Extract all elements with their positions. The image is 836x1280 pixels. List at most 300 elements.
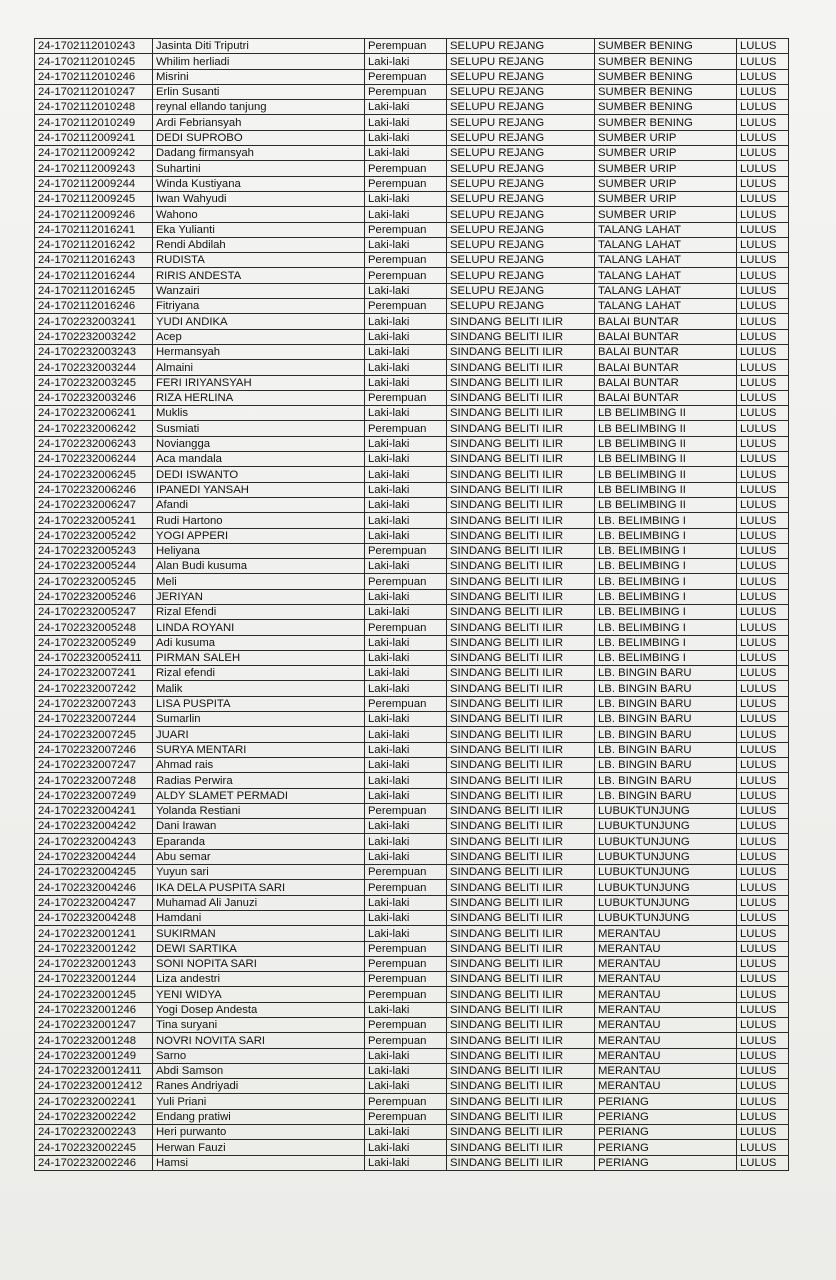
subdistrict-cell: SINDANG BELITI ILIR [447,1094,595,1109]
village-cell: MERANTAU [595,972,737,987]
village-cell: MERANTAU [595,1002,737,1017]
table-row [35,635,789,650]
village-cell: BALAI BUNTAR [595,329,737,344]
subdistrict-cell: SELUPU REJANG [447,146,595,161]
subdistrict-cell: SINDANG BELITI ILIR [447,543,595,558]
village-cell: SUMBER URIP [595,161,737,176]
table-row [35,360,789,375]
participant-name-cell: Hermansyah [153,344,365,359]
village-cell: SUMBER BENING [595,54,737,69]
village-cell: LB. BINGIN BARU [595,773,737,788]
participant-id-cell: 24-1702232002246 [35,1155,153,1170]
participant-name-cell: Rizal Efendi [153,604,365,619]
participant-id-cell: 24-1702232001249 [35,1048,153,1063]
gender-cell: Laki-laki [365,604,447,619]
subdistrict-cell: SINDANG BELITI ILIR [447,635,595,650]
participant-id-cell: 24-1702112010246 [35,69,153,84]
table-row [35,497,789,512]
status-cell: LULUS [737,1063,789,1078]
participant-name-cell: Eparanda [153,834,365,849]
participant-name-cell: DEDI SUPROBO [153,130,365,145]
participant-name-cell: Herwan Fauzi [153,1140,365,1155]
status-cell: LULUS [737,773,789,788]
gender-cell: Laki-laki [365,528,447,543]
village-cell: SUMBER URIP [595,130,737,145]
status-cell: LULUS [737,926,789,941]
participant-name-cell: IKA DELA PUSPITA SARI [153,880,365,895]
subdistrict-cell: SINDANG BELITI ILIR [447,1048,595,1063]
status-cell: LULUS [737,84,789,99]
status-cell: LULUS [737,910,789,925]
participant-id-cell: 24-1702232001243 [35,956,153,971]
status-cell: LULUS [737,865,789,880]
subdistrict-cell: SINDANG BELITI ILIR [447,452,595,467]
subdistrict-cell: SINDANG BELITI ILIR [447,620,595,635]
subdistrict-cell: SINDANG BELITI ILIR [447,757,595,772]
participant-id-cell: 24-1702112009244 [35,176,153,191]
participant-name-cell: Aca mandala [153,452,365,467]
status-cell: LULUS [737,528,789,543]
gender-cell: Laki-laki [365,1002,447,1017]
gender-cell: Perempuan [365,574,447,589]
subdistrict-cell: SINDANG BELITI ILIR [447,773,595,788]
table-row [35,84,789,99]
status-cell: LULUS [737,941,789,956]
table-row [35,421,789,436]
participant-id-cell: 24-1702112009243 [35,161,153,176]
participant-id-cell: 24-1702112009246 [35,207,153,222]
participant-name-cell: Liza andestri [153,972,365,987]
participant-name-cell: YENI WIDYA [153,987,365,1002]
participant-name-cell: PIRMAN SALEH [153,650,365,665]
subdistrict-cell: SELUPU REJANG [447,299,595,314]
participant-id-cell: 24-1702232007245 [35,727,153,742]
table-row [35,1033,789,1048]
participant-id-cell: 24-1702232002241 [35,1094,153,1109]
village-cell: PERIANG [595,1140,737,1155]
participant-name-cell: Heri purwanto [153,1125,365,1140]
village-cell: SUMBER URIP [595,191,737,206]
participant-id-cell: 24-1702112009242 [35,146,153,161]
village-cell: PERIANG [595,1094,737,1109]
participant-name-cell: Acep [153,329,365,344]
gender-cell: Perempuan [365,1094,447,1109]
table-row [35,390,789,405]
table-row [35,528,789,543]
participant-id-cell: 24-1702232004241 [35,803,153,818]
table-row [35,283,789,298]
table-row [35,803,789,818]
village-cell: LB. BELIMBING I [595,604,737,619]
participant-id-cell: 24-1702232007243 [35,696,153,711]
participant-name-cell: Ardi Febriansyah [153,115,365,130]
participant-name-cell: reynal ellando tanjung [153,100,365,115]
subdistrict-cell: SELUPU REJANG [447,115,595,130]
participant-id-cell: 24-1702112016246 [35,299,153,314]
table-row [35,406,789,421]
participant-name-cell: YUDI ANDIKA [153,314,365,329]
table-row [35,681,789,696]
status-cell: LULUS [737,972,789,987]
gender-cell: Laki-laki [365,406,447,421]
participant-name-cell: Hamsi [153,1155,365,1170]
subdistrict-cell: SELUPU REJANG [447,268,595,283]
village-cell: LUBUKTUNJUNG [595,819,737,834]
village-cell: LB BELIMBING II [595,467,737,482]
gender-cell: Laki-laki [365,1063,447,1078]
subdistrict-cell: SELUPU REJANG [447,39,595,54]
participant-name-cell: Yogi Dosep Andesta [153,1002,365,1017]
status-cell: LULUS [737,696,789,711]
status-cell: LULUS [737,666,789,681]
participant-id-cell: 24-1702112010245 [35,54,153,69]
status-cell: LULUS [737,834,789,849]
table-row [35,1125,789,1140]
table-row [35,375,789,390]
participant-id-cell: 24-1702232004244 [35,849,153,864]
table-row [35,1063,789,1078]
gender-cell: Perempuan [365,1018,447,1033]
participant-name-cell: Jasinta Diti Triputri [153,39,365,54]
participant-id-cell: 24-1702232007247 [35,757,153,772]
subdistrict-cell: SELUPU REJANG [447,222,595,237]
village-cell: TALANG LAHAT [595,283,737,298]
status-cell: LULUS [737,421,789,436]
status-cell: LULUS [737,803,789,818]
gender-cell: Laki-laki [365,344,447,359]
status-cell: LULUS [737,650,789,665]
table-row [35,452,789,467]
table-row [35,620,789,635]
village-cell: LB. BINGIN BARU [595,727,737,742]
subdistrict-cell: SELUPU REJANG [447,283,595,298]
participant-id-cell: 24-1702232004248 [35,910,153,925]
gender-cell: Laki-laki [365,1140,447,1155]
participant-id-cell: 24-1702232007246 [35,742,153,757]
status-cell: LULUS [737,880,789,895]
participant-id-cell: 24-17022320012411 [35,1063,153,1078]
participant-name-cell: Winda Kustiyana [153,176,365,191]
participant-id-cell: 24-1702112010243 [35,39,153,54]
subdistrict-cell: SINDANG BELITI ILIR [447,972,595,987]
gender-cell: Laki-laki [365,115,447,130]
subdistrict-cell: SINDANG BELITI ILIR [447,865,595,880]
participant-name-cell: Endang pratiwi [153,1109,365,1124]
subdistrict-cell: SINDANG BELITI ILIR [447,482,595,497]
participant-name-cell: Radias Perwira [153,773,365,788]
village-cell: BALAI BUNTAR [595,360,737,375]
table-row [35,987,789,1002]
table-row [35,253,789,268]
village-cell: BALAI BUNTAR [595,375,737,390]
subdistrict-cell: SINDANG BELITI ILIR [447,314,595,329]
participant-name-cell: Sarno [153,1048,365,1063]
village-cell: SUMBER URIP [595,207,737,222]
subdistrict-cell: SINDANG BELITI ILIR [447,559,595,574]
subdistrict-cell: SINDANG BELITI ILIR [447,589,595,604]
village-cell: LB. BELIMBING I [595,559,737,574]
status-cell: LULUS [737,375,789,390]
table-row [35,344,789,359]
village-cell: LB BELIMBING II [595,482,737,497]
participant-name-cell: Whilim herliadi [153,54,365,69]
participant-id-cell: 24-1702232002242 [35,1109,153,1124]
status-cell: LULUS [737,635,789,650]
village-cell: TALANG LAHAT [595,222,737,237]
subdistrict-cell: SINDANG BELITI ILIR [447,926,595,941]
participant-id-cell: 24-1702232003243 [35,344,153,359]
status-cell: LULUS [737,1109,789,1124]
participant-name-cell: YOGI APPERI [153,528,365,543]
status-cell: LULUS [737,559,789,574]
status-cell: LULUS [737,54,789,69]
participant-id-cell: 24-1702232006246 [35,482,153,497]
village-cell: LB. BELIMBING I [595,513,737,528]
gender-cell: Laki-laki [365,559,447,574]
subdistrict-cell: SINDANG BELITI ILIR [447,941,595,956]
participant-id-cell: 24-1702232003246 [35,390,153,405]
participant-name-cell: Adi kusuma [153,635,365,650]
participant-id-cell: 24-1702232006241 [35,406,153,421]
village-cell: BALAI BUNTAR [595,390,737,405]
village-cell: PERIANG [595,1109,737,1124]
status-cell: LULUS [737,543,789,558]
status-cell: LULUS [737,956,789,971]
table-row [35,956,789,971]
status-cell: LULUS [737,482,789,497]
participant-name-cell: Heliyana [153,543,365,558]
gender-cell: Laki-laki [365,1155,447,1170]
gender-cell: Laki-laki [365,283,447,298]
gender-cell: Laki-laki [365,314,447,329]
subdistrict-cell: SELUPU REJANG [447,237,595,252]
status-cell: LULUS [737,344,789,359]
village-cell: LB. BINGIN BARU [595,757,737,772]
gender-cell: Laki-laki [365,727,447,742]
subdistrict-cell: SINDANG BELITI ILIR [447,1033,595,1048]
subdistrict-cell: SINDANG BELITI ILIR [447,1063,595,1078]
participant-id-cell: 24-1702232005249 [35,635,153,650]
participant-name-cell: Muhamad Ali Januzi [153,895,365,910]
status-cell: LULUS [737,406,789,421]
status-cell: LULUS [737,727,789,742]
participant-id-cell: 24-1702112016242 [35,237,153,252]
village-cell: LB BELIMBING II [595,406,737,421]
gender-cell: Perempuan [365,268,447,283]
village-cell: LB. BINGIN BARU [595,696,737,711]
participant-id-cell: 24-1702232006247 [35,497,153,512]
subdistrict-cell: SINDANG BELITI ILIR [447,910,595,925]
subdistrict-cell: SINDANG BELITI ILIR [447,1125,595,1140]
gender-cell: Perempuan [365,696,447,711]
participant-id-cell: 24-1702232007248 [35,773,153,788]
subdistrict-cell: SELUPU REJANG [447,176,595,191]
village-cell: LB. BELIMBING I [595,589,737,604]
table-row [35,130,789,145]
participant-name-cell: Dani Irawan [153,819,365,834]
gender-cell: Laki-laki [365,54,447,69]
table-row [35,910,789,925]
gender-cell: Perempuan [365,987,447,1002]
village-cell: LB. BINGIN BARU [595,681,737,696]
subdistrict-cell: SINDANG BELITI ILIR [447,1140,595,1155]
participant-id-cell: 24-1702232006242 [35,421,153,436]
gender-cell: Perempuan [365,1033,447,1048]
status-cell: LULUS [737,115,789,130]
village-cell: SUMBER BENING [595,84,737,99]
status-cell: LULUS [737,819,789,834]
participant-id-cell: 24-1702112010247 [35,84,153,99]
subdistrict-cell: SINDANG BELITI ILIR [447,390,595,405]
village-cell: LB. BELIMBING I [595,620,737,635]
participant-name-cell: LISA PUSPITA [153,696,365,711]
table-row [35,39,789,54]
gender-cell: Perempuan [365,176,447,191]
table-row [35,742,789,757]
participant-id-cell: 24-1702112009241 [35,130,153,145]
table-row [35,1002,789,1017]
gender-cell: Perempuan [365,253,447,268]
table-row [35,1048,789,1063]
status-cell: LULUS [737,360,789,375]
table-row [35,207,789,222]
participant-id-cell: 24-1702112009245 [35,191,153,206]
status-cell: LULUS [737,452,789,467]
village-cell: MERANTAU [595,926,737,941]
participant-name-cell: Rizal efendi [153,666,365,681]
village-cell: SUMBER BENING [595,100,737,115]
subdistrict-cell: SINDANG BELITI ILIR [447,666,595,681]
participant-name-cell: Alan Budi kusuma [153,559,365,574]
status-cell: LULUS [737,176,789,191]
subdistrict-cell: SELUPU REJANG [447,253,595,268]
table-row [35,834,789,849]
subdistrict-cell: SELUPU REJANG [447,130,595,145]
village-cell: MERANTAU [595,941,737,956]
table-row [35,1140,789,1155]
village-cell: LB. BELIMBING I [595,528,737,543]
participant-name-cell: Wanzairi [153,283,365,298]
participant-name-cell: Susmiati [153,421,365,436]
gender-cell: Perempuan [365,956,447,971]
table-row [35,268,789,283]
participant-name-cell: JERIYAN [153,589,365,604]
village-cell: TALANG LAHAT [595,253,737,268]
gender-cell: Perempuan [365,620,447,635]
village-cell: LUBUKTUNJUNG [595,834,737,849]
participant-id-cell: 24-1702232004245 [35,865,153,880]
subdistrict-cell: SINDANG BELITI ILIR [447,436,595,451]
participant-name-cell: Misrini [153,69,365,84]
table-row [35,146,789,161]
table-row [35,329,789,344]
status-cell: LULUS [737,390,789,405]
status-cell: LULUS [737,130,789,145]
status-cell: LULUS [737,314,789,329]
table-row [35,69,789,84]
village-cell: MERANTAU [595,1018,737,1033]
gender-cell: Laki-laki [365,130,447,145]
status-cell: LULUS [737,39,789,54]
status-cell: LULUS [737,574,789,589]
gender-cell: Laki-laki [365,742,447,757]
village-cell: LB BELIMBING II [595,436,737,451]
status-cell: LULUS [737,222,789,237]
status-cell: LULUS [737,712,789,727]
subdistrict-cell: SELUPU REJANG [447,161,595,176]
village-cell: LB. BELIMBING I [595,650,737,665]
table-row [35,299,789,314]
subdistrict-cell: SINDANG BELITI ILIR [447,681,595,696]
participant-id-cell: 24-1702232005248 [35,620,153,635]
table-row [35,513,789,528]
gender-cell: Perempuan [365,84,447,99]
table-row [35,1109,789,1124]
gender-cell: Laki-laki [365,146,447,161]
gender-cell: Perempuan [365,543,447,558]
participant-id-cell: 24-1702112016241 [35,222,153,237]
village-cell: SUMBER BENING [595,69,737,84]
village-cell: LUBUKTUNJUNG [595,865,737,880]
subdistrict-cell: SINDANG BELITI ILIR [447,497,595,512]
participant-name-cell: Yolanda Restiani [153,803,365,818]
table-row [35,788,789,803]
status-cell: LULUS [737,681,789,696]
gender-cell: Laki-laki [365,436,447,451]
village-cell: LB. BELIMBING I [595,635,737,650]
status-cell: LULUS [737,604,789,619]
participant-name-cell: SUKIRMAN [153,926,365,941]
status-cell: LULUS [737,1125,789,1140]
subdistrict-cell: SINDANG BELITI ILIR [447,406,595,421]
participant-id-cell: 24-1702232001246 [35,1002,153,1017]
status-cell: LULUS [737,620,789,635]
participant-name-cell: Rendi Abdilah [153,237,365,252]
gender-cell: Perempuan [365,865,447,880]
subdistrict-cell: SINDANG BELITI ILIR [447,650,595,665]
participant-id-cell: 24-1702232002243 [35,1125,153,1140]
participant-name-cell: RIZA HERLINA [153,390,365,405]
status-cell: LULUS [737,207,789,222]
gender-cell: Perempuan [365,1109,447,1124]
gender-cell: Laki-laki [365,497,447,512]
table-row [35,696,789,711]
gender-cell: Laki-laki [365,513,447,528]
village-cell: LB. BINGIN BARU [595,742,737,757]
subdistrict-cell: SINDANG BELITI ILIR [447,987,595,1002]
table-row [35,666,789,681]
participant-id-cell: 24-1702232001244 [35,972,153,987]
gender-cell: Perempuan [365,299,447,314]
table-row [35,161,789,176]
village-cell: LUBUKTUNJUNG [595,910,737,925]
table-row [35,314,789,329]
village-cell: SUMBER URIP [595,146,737,161]
subdistrict-cell: SINDANG BELITI ILIR [447,880,595,895]
table-row [35,436,789,451]
subdistrict-cell: SINDANG BELITI ILIR [447,727,595,742]
gender-cell: Perempuan [365,69,447,84]
participant-id-cell: 24-1702232004247 [35,895,153,910]
gender-cell: Laki-laki [365,712,447,727]
participant-id-cell: 24-1702232003241 [35,314,153,329]
status-cell: LULUS [737,589,789,604]
participant-id-cell: 24-1702232006244 [35,452,153,467]
gender-cell: Laki-laki [365,1079,447,1094]
participant-name-cell: ALDY SLAMET PERMADI [153,788,365,803]
participant-id-cell: 24-1702232003245 [35,375,153,390]
table-row [35,1155,789,1170]
